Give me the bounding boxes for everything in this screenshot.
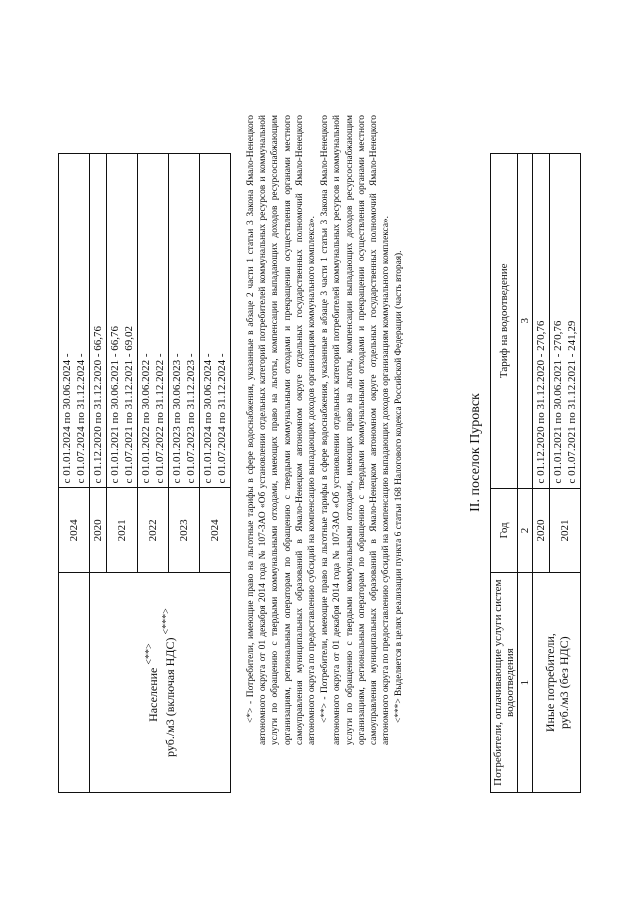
tariff-period: с 01.07.2024 по 31.12.2024 -	[75, 353, 87, 484]
tariff-period-cell	[138, 154, 169, 488]
consumer-group-other	[533, 573, 581, 793]
footnote: <*> - Потребители, имеющие право на льготные тарифы в сфере водоснабжения, указанные в абзаце 2 части 1 статьи 3 Закона Ямало-Ненецкого автономного округа от 01 декабря 2014 года № 107-ЗАО «Об установлении отдельных категорий потребителей коммунальных ресурсов и коммунальной услуги по обращению с твердыми коммунальными отходами, имеющих право на льготы, компенсации выпадающих доходов ресурсоснабжающим организациям, региональным операторам по обращению с твердыми коммунальными отходами и прекращении осуществления органами местного самоуправления муниципальных образований в Ямало-Ненецком автономном округе отдельных государственных полномочий Ямало-Ненецкого автономного округа по предоставлению субсидий на компенсацию выпадающих доходов организациям коммунального комплекса».	[246, 115, 318, 745]
tariff-period: с 01.07.2021 по 31.12.2021 - 241,29	[566, 320, 578, 484]
tariff-period-cell	[550, 154, 581, 489]
column-number: 1	[518, 573, 533, 793]
tariff-period: с 01.07.2021 по 31.12.2021 - 69,02	[123, 325, 135, 484]
year-cell: 2023	[169, 488, 200, 573]
column-header: Тариф на водоотведение	[491, 154, 518, 489]
tariff-period-cell	[169, 154, 200, 488]
tariff-period: с 01.12.2020 по 31.12.2020 - 66,76	[92, 325, 104, 484]
consumer-unit: руб./м3 (включая НДС) <***>	[161, 608, 177, 757]
consumer-label: Иные потребители,	[542, 633, 557, 733]
column-header: Потребители, оплачивающие услуги систем водоотведения	[491, 573, 518, 793]
footnote: <***> Выделяется в целях реализации пункта 6 статьи 168 Налогового кодекса Российской Федерации (часть вторая).	[394, 250, 405, 723]
tariff-period: с 01.07.2022 по 31.12.2022 -	[154, 353, 166, 484]
table-cell-blank	[59, 573, 90, 793]
column-number-row	[518, 154, 533, 793]
tariff-period-cell	[200, 154, 231, 488]
tariff-period: с 01.01.2022 по 30.06.2022 -	[140, 353, 152, 484]
consumer-unit: руб./м3 (без НДС)	[556, 636, 571, 730]
tariff-period: с 01.07.2023 по 31.12.2023 -	[185, 353, 197, 484]
tariff-period: с 01.01.2024 по 30.06.2024 -	[61, 353, 73, 484]
tariff-period-cell	[90, 154, 107, 488]
consumer-group-population	[90, 573, 231, 793]
year-cell: 2021	[107, 488, 138, 573]
consumer-label: Население <**>	[144, 643, 160, 722]
water-tariff-table	[58, 153, 231, 793]
year-cell: 2020	[90, 488, 107, 573]
year-cell: 2024	[59, 488, 90, 573]
tariff-period: с 01.01.2024 по 30.06.2024 -	[202, 353, 214, 484]
table-row	[533, 154, 550, 793]
table-row	[59, 154, 90, 793]
footnote-marker: <**>	[144, 643, 155, 665]
tariff-period-cell	[59, 154, 90, 488]
sewerage-tariff-table	[490, 153, 581, 793]
tariff-period: с 01.12.2020 по 31.12.2020 - 270,76	[535, 320, 547, 484]
year-cell: 2020	[533, 488, 550, 573]
footnote: <**> - Потребители, имеющие право на льготные тарифы в сфере водоснабжения, указанные в абзаце 3 части 1 статьи 3 Закона Ямало-Ненецкого автономного округа от 01 декабря 2014 года № 107-ЗАО «Об установлении отдельных категорий потребителей коммунальных ресурсов и коммунальной услуги по обращению с твердыми коммунальными отходами, имеющих право на льготы, компенсации выпадающих доходов ресурсоснабжающим организациям, региональным операторам по обращению с твердыми коммунальными отходами и прекращении осуществления органами местного самоуправления муниципальных образований в Ямало-Ненецком автономном округе отдельных государственных полномочий Ямало-Ненецкого автономного округа по предоставлению субсидий на компенсацию выпадающих доходов организациям коммунального комплекса».	[320, 115, 392, 745]
year-cell: 2022	[138, 488, 169, 573]
footnotes	[245, 115, 407, 745]
tariff-period: с 01.07.2024 по 31.12.2024 -	[216, 353, 228, 484]
tariff-period-cell	[107, 154, 138, 488]
year-cell: 2024	[200, 488, 231, 573]
tariff-period: с 01.01.2021 по 30.06.2021 - 270,76	[552, 320, 564, 484]
tariff-period: с 01.01.2021 по 30.06.2021 - 66,76	[109, 325, 121, 484]
footnote-marker: <***>	[161, 608, 172, 635]
tariff-period: с 01.01.2023 по 30.06.2023 -	[171, 353, 183, 484]
column-number: 3	[518, 154, 533, 489]
tariff-period-cell	[533, 154, 550, 489]
section-heading: II. поселок Пуровск	[468, 393, 483, 512]
column-number: 2	[518, 488, 533, 573]
year-cell: 2021	[550, 488, 581, 573]
table-header-row	[491, 154, 518, 793]
table-row	[90, 154, 107, 793]
column-header: Год	[491, 488, 518, 573]
